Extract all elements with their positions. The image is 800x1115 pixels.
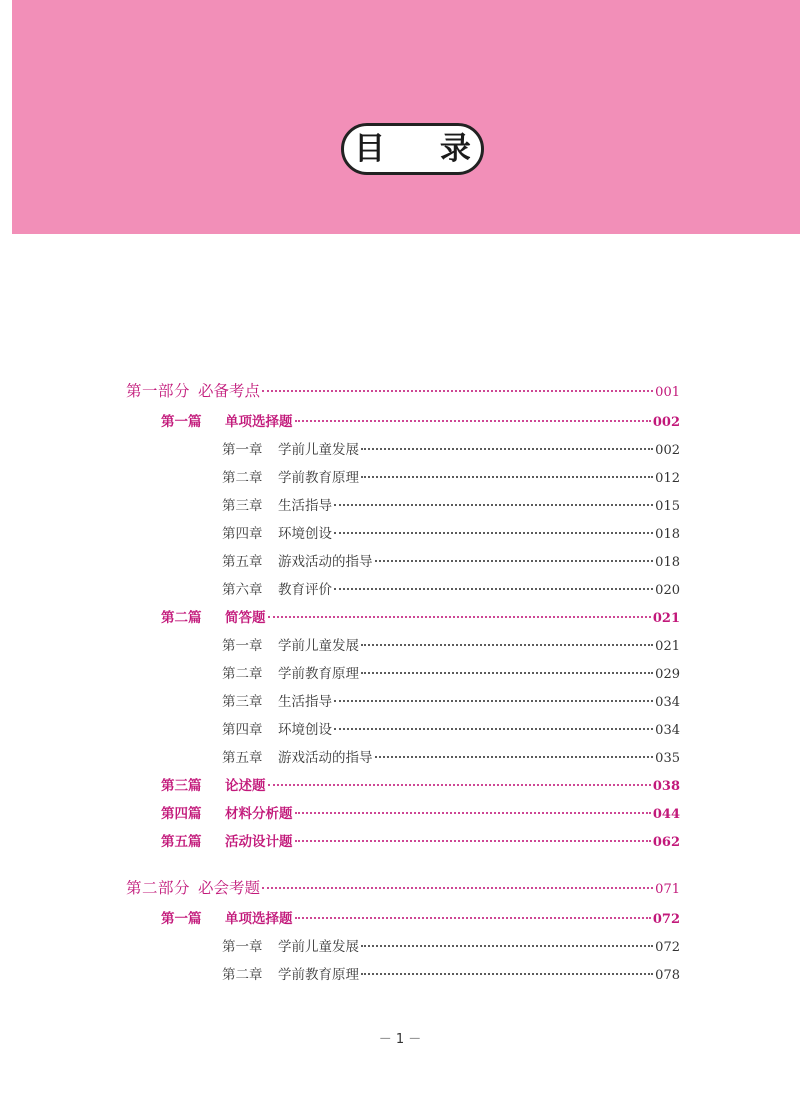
toc-entry-number: 第一篇 <box>161 414 202 430</box>
dot-leader <box>262 390 653 392</box>
toc-entry-number: 第三章 <box>222 498 263 514</box>
toc-entry-number: 第二部分 <box>126 879 191 897</box>
dot-leader <box>295 812 651 814</box>
toc-entry-number: 第三章 <box>222 694 263 710</box>
dot-leader <box>262 887 653 889</box>
page-number: － 1 － <box>378 1032 422 1047</box>
dot-leader <box>361 476 653 478</box>
toc-entry-number: 第二章 <box>222 470 263 486</box>
dot-leader <box>334 532 653 534</box>
toc-entry-page: 029 <box>655 667 680 682</box>
toc-entry[interactable] <box>161 907 680 931</box>
dot-leader <box>361 945 653 947</box>
toc-entry[interactable] <box>126 379 680 403</box>
toc-entry-page: 034 <box>655 723 680 738</box>
toc-entry-number: 第二章 <box>222 666 263 682</box>
toc-entry-number: 第二章 <box>222 967 263 983</box>
toc-entry[interactable] <box>222 466 680 490</box>
toc-entry-title: 游戏活动的指导 <box>278 750 373 766</box>
toc-entry-title: 单项选择题 <box>225 911 293 927</box>
toc-entry[interactable] <box>222 578 680 602</box>
toc-entry-page: 002 <box>655 443 680 458</box>
toc-entry-title: 生活指导 <box>278 694 332 710</box>
toc-entry[interactable] <box>222 522 680 546</box>
toc-entry[interactable] <box>222 718 680 742</box>
dot-leader <box>375 560 654 562</box>
toc-entry-number: 第一部分 <box>126 382 191 400</box>
toc-entry-title: 学前教育原理 <box>278 967 359 983</box>
dot-leader <box>361 973 653 975</box>
toc-entry-page: 072 <box>652 912 680 927</box>
toc-entry-number: 第五篇 <box>161 834 202 850</box>
toc-entry[interactable] <box>222 550 680 574</box>
toc-entry[interactable] <box>222 634 680 658</box>
toc-entry-title: 必会考题 <box>198 879 261 897</box>
toc-entry[interactable] <box>222 746 680 770</box>
toc-entry-number: 第一篇 <box>161 911 202 927</box>
toc-entry-page: 038 <box>652 779 680 794</box>
toc-entry-page: 034 <box>655 695 680 710</box>
toc-entry-title: 学前儿童发展 <box>278 939 359 955</box>
dot-leader <box>361 672 653 674</box>
toc-entry-number: 第四篇 <box>161 806 202 822</box>
toc-entry-page: 012 <box>655 471 680 486</box>
toc-entry-title: 单项选择题 <box>225 414 293 430</box>
dot-leader <box>334 700 653 702</box>
toc-entry-number: 第三篇 <box>161 778 202 794</box>
toc-entry-title: 必备考点 <box>198 382 261 400</box>
toc-entry-title: 教育评价 <box>278 582 332 598</box>
toc-entry-title: 活动设计题 <box>225 834 293 850</box>
toc-entry[interactable] <box>222 438 680 462</box>
toc-entry-page: 072 <box>655 940 680 955</box>
toc-entry-number: 第四章 <box>222 722 263 738</box>
toc-entry[interactable] <box>161 606 680 630</box>
toc-entry-page: 015 <box>655 499 680 514</box>
toc-entry-title: 生活指导 <box>278 498 332 514</box>
toc-entry-page: 078 <box>655 968 680 983</box>
toc-entry[interactable] <box>161 830 680 854</box>
toc-entry-page: 018 <box>655 555 680 570</box>
toc-entry-page: 021 <box>655 639 680 654</box>
toc-entry-title: 学前教育原理 <box>278 666 359 682</box>
toc-entry-page: 071 <box>655 882 680 897</box>
toc-entry[interactable] <box>161 774 680 798</box>
dot-leader <box>334 504 653 506</box>
dot-leader <box>295 420 651 422</box>
toc-entry-title: 环境创设 <box>278 526 332 542</box>
dot-leader <box>268 616 651 618</box>
toc-entry-page: 002 <box>652 415 680 430</box>
toc-entry-number: 第五章 <box>222 554 263 570</box>
toc-entry-title: 游戏活动的指导 <box>278 554 373 570</box>
dot-leader <box>295 917 651 919</box>
page-title: 目 录 <box>354 130 493 167</box>
dot-leader <box>268 784 651 786</box>
toc-entry-page: 062 <box>652 835 680 850</box>
toc-entry-title: 简答题 <box>225 610 266 626</box>
dot-leader <box>334 588 653 590</box>
toc-entry-number: 第一章 <box>222 638 263 654</box>
dot-leader <box>361 644 653 646</box>
toc-entry-title: 学前儿童发展 <box>278 442 359 458</box>
toc-entry-number: 第五章 <box>222 750 263 766</box>
toc-entry-title: 材料分析题 <box>225 806 293 822</box>
toc-entry-title: 论述题 <box>225 778 266 794</box>
toc-entry-number: 第二篇 <box>161 610 202 626</box>
toc-entry[interactable] <box>222 963 680 987</box>
toc-entry[interactable] <box>126 876 680 900</box>
toc-entry-page: 018 <box>655 527 680 542</box>
toc-entry[interactable] <box>222 662 680 686</box>
toc-entry-page: 021 <box>652 611 680 626</box>
toc-entry[interactable] <box>222 690 680 714</box>
toc-entry-page: 001 <box>655 385 680 400</box>
toc-entry-number: 第六章 <box>222 582 263 598</box>
toc-entry[interactable] <box>222 494 680 518</box>
dot-leader <box>375 756 654 758</box>
dot-leader <box>334 728 653 730</box>
toc-entry-page: 035 <box>655 751 680 766</box>
dot-leader <box>361 448 653 450</box>
toc-entry[interactable] <box>161 410 680 434</box>
toc-entry-title: 环境创设 <box>278 722 332 738</box>
toc-entry[interactable] <box>222 935 680 959</box>
toc-entry-title: 学前儿童发展 <box>278 638 359 654</box>
toc-entry-number: 第一章 <box>222 442 263 458</box>
dot-leader <box>295 840 651 842</box>
toc-entry-page: 020 <box>655 583 680 598</box>
toc-entry-title: 学前教育原理 <box>278 470 359 486</box>
toc-entry-page: 044 <box>652 807 680 822</box>
toc-entry-number: 第一章 <box>222 939 263 955</box>
toc-entry-number: 第四章 <box>222 526 263 542</box>
toc-entry[interactable] <box>161 802 680 826</box>
